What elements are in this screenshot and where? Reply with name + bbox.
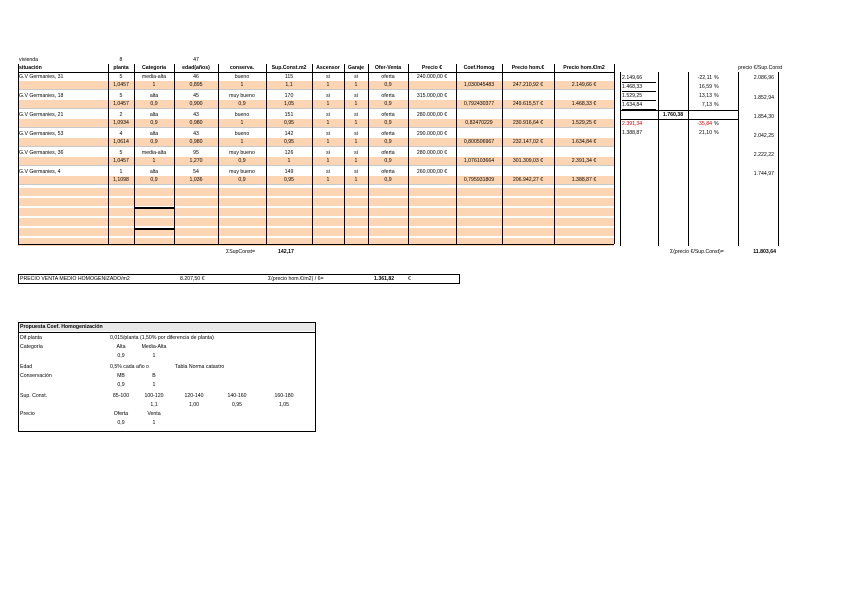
column-line: [312, 64, 313, 244]
table-cell: [456, 92, 502, 100]
precio-oferta: Oferta: [113, 411, 129, 417]
table-cell: 0,980: [189, 139, 203, 145]
table-cell: 2.149,66 €: [571, 82, 597, 88]
vivienda-label: vivienda: [19, 57, 39, 63]
table-cell: 0,9: [384, 177, 392, 183]
header-cell: Precio hom.€/m2: [563, 65, 605, 71]
table-cell: [554, 92, 614, 100]
table-cell: 1,270: [189, 158, 203, 164]
table-cell: 290.000,00 €: [416, 131, 448, 137]
table-cell: 1: [354, 139, 358, 145]
table-cell: 5: [119, 150, 123, 156]
table-cell: 0,95: [283, 177, 295, 183]
categoria-label: Categoría: [20, 344, 43, 350]
table-cell: 0,9: [150, 177, 158, 183]
column-line: [108, 64, 109, 244]
precio-sup-value: 2.086,96: [753, 75, 774, 81]
dif-planta-text: 0,015/planta (1,50% por diferencia de planta): [110, 335, 214, 341]
column-line: [218, 64, 219, 244]
table-cell: 206.942,27 €: [512, 177, 544, 183]
table-cell: 1: [354, 120, 358, 126]
table-cell: 1.634,84 €: [571, 139, 597, 145]
deviation-pct: -22,11: [697, 75, 712, 81]
table-cell: 0,9: [238, 177, 246, 183]
table-cell: 115: [284, 74, 294, 80]
table-cell: si: [354, 131, 358, 137]
pct-sign: %: [714, 130, 719, 136]
table-cell: 1: [354, 82, 358, 88]
deviation-pct: 21,10: [699, 130, 712, 136]
table-cell: [408, 138, 456, 146]
table-cell: 5: [119, 93, 123, 99]
sup-cell: 1,00: [188, 402, 200, 408]
table-cell: 0,800506967: [463, 139, 495, 145]
table-cell: 0,795931809: [463, 177, 495, 183]
table-cell: 247.210,92 €: [512, 82, 544, 88]
table-cell: 4: [119, 131, 123, 137]
table-cell: 0,792430377: [463, 101, 495, 107]
precio-sup-value: 1.854,30: [753, 114, 774, 120]
table-cell: 5: [119, 74, 123, 80]
table-cell: muy bueno: [229, 169, 255, 175]
header-cell: conserva.: [229, 65, 255, 71]
table-cell: [554, 130, 614, 138]
table-cell: 43: [193, 112, 199, 118]
sum-precio-sup-label: Σ(precio €/Sup.Const)=: [670, 249, 724, 255]
sup-cell: 140-160: [227, 393, 247, 399]
table-cell: 142: [284, 131, 294, 137]
table-cell: 315.000,00 €: [416, 93, 448, 99]
mean-line: [620, 110, 738, 111]
precio-sup-value: 2.042,25: [753, 133, 774, 139]
table-cell: bueno: [234, 131, 250, 137]
table-cell: 1: [287, 158, 291, 164]
sup-cell: 160-180: [274, 393, 294, 399]
sup-cell: 0,95: [231, 402, 243, 408]
propuesta-divider: [18, 332, 316, 333]
table-cell: [502, 168, 554, 176]
precio-venta-value: 1: [152, 420, 156, 426]
pct-sign: %: [714, 102, 719, 108]
table-cell: 1,0457: [113, 158, 129, 164]
precio-venta-result: 1.361,82: [374, 276, 395, 282]
table-cell: si: [354, 150, 358, 156]
table-cell: 1: [240, 82, 244, 88]
table-cell: [408, 100, 456, 108]
table-cell: 0,9: [384, 82, 392, 88]
precio-venta-h: Venta: [147, 411, 161, 417]
column-line: [18, 64, 19, 244]
pct-sign: %: [714, 75, 719, 81]
table-cell: [456, 111, 502, 119]
table-cell: 1,1: [285, 82, 293, 88]
header-cell: planta: [113, 65, 129, 71]
propuesta-title: Propuesta Coef. Homogenización: [20, 324, 103, 330]
table-cell: 0,82470229: [465, 120, 493, 126]
deviation-value: 2.149,66: [622, 75, 643, 81]
right-line: [620, 72, 621, 246]
table-cell: muy bueno: [229, 150, 255, 156]
table-cell: 0,9: [238, 158, 246, 164]
table-cell: 0,9: [150, 120, 158, 126]
table-cell: [408, 119, 456, 127]
table-cell: 1: [240, 120, 244, 126]
table-cell: alta: [149, 131, 159, 137]
table-cell: si: [326, 150, 330, 156]
table-cell: si: [326, 169, 330, 175]
table-cell: 0,9: [150, 101, 158, 107]
table-cell: 0,900: [189, 101, 203, 107]
table-cell: 1: [354, 101, 358, 107]
precio-venta-value: 8.207,50 €: [180, 276, 205, 282]
table-cell: [456, 130, 502, 138]
column-line: [134, 64, 135, 244]
table-cell: 126: [284, 150, 294, 156]
table-cell: alta: [149, 93, 159, 99]
right-line: [658, 72, 659, 246]
column-line: [368, 64, 369, 244]
row-name: G.V Germanies, 36: [19, 150, 64, 156]
cat-media-alta-value: 1: [152, 353, 156, 359]
column-line: [554, 64, 555, 244]
table-cell: 249.615,57 €: [512, 101, 544, 107]
cat-alta-value: 0,9: [117, 353, 125, 359]
table-cell: 0,9: [150, 139, 158, 145]
table-cell: oferta: [381, 169, 395, 175]
sup-cell: 1,05: [278, 402, 290, 408]
table-cell: [408, 81, 456, 89]
sup-const-label: Sup. Const.: [20, 393, 48, 399]
table-cell: 1: [354, 158, 358, 164]
table-cell: 1,036: [189, 177, 203, 183]
deviation-pct: -35,84: [697, 121, 712, 127]
pct-sign: %: [714, 84, 719, 90]
table-cell: 0,9: [384, 158, 392, 164]
edad-text-norma: Tabla Norma catastro: [175, 364, 225, 370]
table-cell: [554, 168, 614, 176]
table-cell: 45: [193, 93, 199, 99]
categoria-box-line: [134, 228, 174, 230]
table-cell: alta: [149, 112, 159, 118]
table-cell: [502, 149, 554, 157]
sum-supconst-value: 142,17: [278, 249, 294, 255]
pct-sign: %: [714, 93, 719, 99]
table-cell: [502, 130, 554, 138]
table-cell: 1,1098: [113, 177, 129, 183]
column-line: [614, 64, 615, 244]
table-cell: 1,0934: [113, 120, 129, 126]
table-cell: 1: [152, 158, 156, 164]
deviation-pct: 7,13: [701, 102, 712, 108]
table-cell: 95: [193, 150, 199, 156]
deviation-value: 1.634,84: [622, 102, 643, 108]
table-cell: 1,0457: [113, 101, 129, 107]
table-cell: si: [326, 112, 330, 118]
vivienda-age: 47: [193, 57, 199, 63]
column-line: [456, 64, 457, 244]
precio-venta-label: PRECIO VENTA MEDIO HOMOGENIZADO/m2: [20, 276, 130, 282]
header-cell: Precio hom.€: [511, 65, 545, 71]
deviation-value: 1.529,25: [622, 93, 643, 99]
table-cell: 149: [284, 169, 294, 175]
row-name: G.V Germanies, 31: [19, 74, 64, 80]
table-cell: 46: [193, 74, 199, 80]
deviation-value: 1.388,87: [622, 130, 643, 136]
table-cell: 0,9: [238, 101, 246, 107]
row-name: G.V Germanies, 4: [19, 169, 61, 175]
precio-label: Precio: [20, 411, 35, 417]
table-cell: media-alta: [141, 74, 167, 80]
header-cell: Garaje: [347, 65, 365, 71]
table-cell: [456, 168, 502, 176]
table-cell: 170: [284, 93, 294, 99]
header-cell: Ofer-Venta: [374, 65, 402, 71]
table-cell: [554, 149, 614, 157]
table-cell: si: [326, 74, 330, 80]
deviation-pct: 16,59: [699, 84, 712, 90]
table-cell: muy bueno: [229, 93, 255, 99]
table-cell: 230.916,64 €: [512, 120, 544, 126]
categoria-box-line: [134, 207, 174, 209]
deviation-value: 2.391,34: [622, 121, 643, 127]
table-cell: 1: [354, 177, 358, 183]
table-cell: 1: [326, 120, 330, 126]
table-cell: [502, 92, 554, 100]
table-bottom: [18, 244, 614, 245]
table-cell: 43: [193, 131, 199, 137]
table-cell: si: [354, 169, 358, 175]
table-cell: 1,0614: [113, 139, 129, 145]
deviation-value: 1.468,33: [622, 84, 643, 90]
vivienda-number: 8: [119, 57, 123, 63]
table-cell: 260.000,00 €: [416, 169, 448, 175]
sup-cell: 120-140: [184, 393, 204, 399]
table-cell: 1: [119, 169, 123, 175]
precio-venta-unit: €: [408, 276, 411, 282]
edad-label: Edad: [20, 364, 33, 370]
table-cell: oferta: [381, 93, 395, 99]
table-cell: 1,076103664: [463, 158, 495, 164]
sup-cell: 85-100: [112, 393, 130, 399]
precio-sup-value: 2.222,22: [753, 152, 774, 158]
table-cell: si: [326, 131, 330, 137]
table-cell: si: [354, 112, 358, 118]
table-cell: 1.388,87 €: [571, 177, 597, 183]
table-cell: 54: [193, 169, 199, 175]
table-cell: 0,9: [384, 120, 392, 126]
precio-sup-value: 1.852,94: [753, 95, 774, 101]
table-cell: si: [354, 74, 358, 80]
table-cell: 1.529,25 €: [571, 120, 597, 126]
table-cell: 1,0457: [113, 82, 129, 88]
sup-cell: 1,1: [150, 402, 158, 408]
table-cell: bueno: [234, 112, 250, 118]
cat-media-alta: Media-Alta: [141, 344, 167, 350]
header-cell: edad(años): [182, 65, 210, 71]
table-cell: 301.309,03 €: [512, 158, 544, 164]
column-line: [174, 64, 175, 244]
table-cell: oferta: [381, 131, 395, 137]
edad-text: 0,5% cada año o: [110, 364, 149, 370]
cons-b: B: [152, 373, 156, 379]
sup-cell: [108, 401, 134, 409]
table-cell: si: [354, 93, 358, 99]
header-cell: situación: [19, 65, 42, 71]
table-cell: 1: [152, 82, 156, 88]
table-cell: 240.000,00 €: [416, 74, 448, 80]
mean-value: 1.760,38: [662, 112, 684, 118]
header-cell: Categoría: [142, 65, 166, 71]
table-cell: [554, 111, 614, 119]
table-cell: 0,980: [189, 120, 203, 126]
mean-line: [620, 119, 738, 120]
sum-precio-sup-value: 11.803,64: [753, 249, 776, 255]
table-cell: 1: [326, 139, 330, 145]
table-cell: [456, 73, 502, 81]
table-cell: 1: [240, 139, 244, 145]
table-cell: 1,05: [283, 101, 295, 107]
row-name: G.V Germanies, 18: [19, 93, 64, 99]
cons-mb-value: 0,9: [117, 382, 125, 388]
table-cell: bueno: [234, 74, 250, 80]
table-cell: 1: [326, 101, 330, 107]
right-line: [738, 72, 739, 246]
table-cell: [456, 149, 502, 157]
dif-planta-label: Dif.planta: [20, 335, 42, 341]
cons-b-value: 1: [152, 382, 156, 388]
table-cell: 0,95: [283, 139, 295, 145]
table-cell: oferta: [381, 74, 395, 80]
header-cell: Coef.Homog: [463, 65, 495, 71]
table-cell: 0,95: [283, 120, 295, 126]
header-cell: Ascensor: [316, 65, 340, 71]
table-cell: 280.000,00 €: [416, 112, 448, 118]
header-cell: Sup.Const.m2: [271, 65, 307, 71]
table-cell: 0,9: [384, 139, 392, 145]
table-cell: oferta: [381, 112, 395, 118]
column-line: [266, 64, 267, 244]
precio-venta-formula: Σ(precio hom.€/m2) / 6=: [268, 276, 324, 282]
table-cell: 1: [326, 177, 330, 183]
table-cell: [502, 73, 554, 81]
table-cell: media-alta: [141, 150, 167, 156]
table-cell: oferta: [381, 150, 395, 156]
table-cell: [554, 73, 614, 81]
column-line: [408, 64, 409, 244]
right-line: [778, 72, 779, 246]
sum-supconst-label: ΣSupConst=: [226, 249, 256, 255]
table-cell: 0,895: [189, 82, 203, 88]
table-cell: 232.147,02 €: [512, 139, 544, 145]
conservacion-label: Conservación: [20, 373, 52, 379]
table-cell: 0,9: [384, 101, 392, 107]
cons-mb: MB: [117, 373, 125, 379]
table-cell: alta: [149, 169, 159, 175]
deviation-pct: 13,13: [699, 93, 712, 99]
table-cell: [408, 176, 456, 184]
pct-sign: %: [714, 121, 719, 127]
table-cell: 1: [326, 82, 330, 88]
table-cell: 1: [326, 158, 330, 164]
table-cell: [502, 111, 554, 119]
row-name: G.V Germanies, 53: [19, 131, 64, 137]
precio-sup-header: precio €/Sup.Const: [738, 65, 783, 71]
sup-cell: 100-120: [144, 393, 164, 399]
precio-oferta-value: 0,9: [117, 420, 125, 426]
table-cell: [408, 157, 456, 165]
column-line: [344, 64, 345, 244]
table-cell: 1,030045483: [463, 82, 495, 88]
row-name: G.V Germanies, 21: [19, 112, 64, 118]
table-cell: 2: [119, 112, 123, 118]
table-cell: si: [326, 93, 330, 99]
cat-alta: Alta: [116, 344, 126, 350]
table-cell: 280.000,00 €: [416, 150, 448, 156]
table-cell: 1.468,33 €: [571, 101, 597, 107]
column-line: [502, 64, 503, 244]
right-line: [688, 72, 689, 246]
table-cell: 2.391,34 €: [571, 158, 597, 164]
header-cell: Precio €: [421, 65, 443, 71]
precio-sup-value: 1.744,97: [753, 171, 774, 177]
table-cell: 151: [284, 112, 294, 118]
